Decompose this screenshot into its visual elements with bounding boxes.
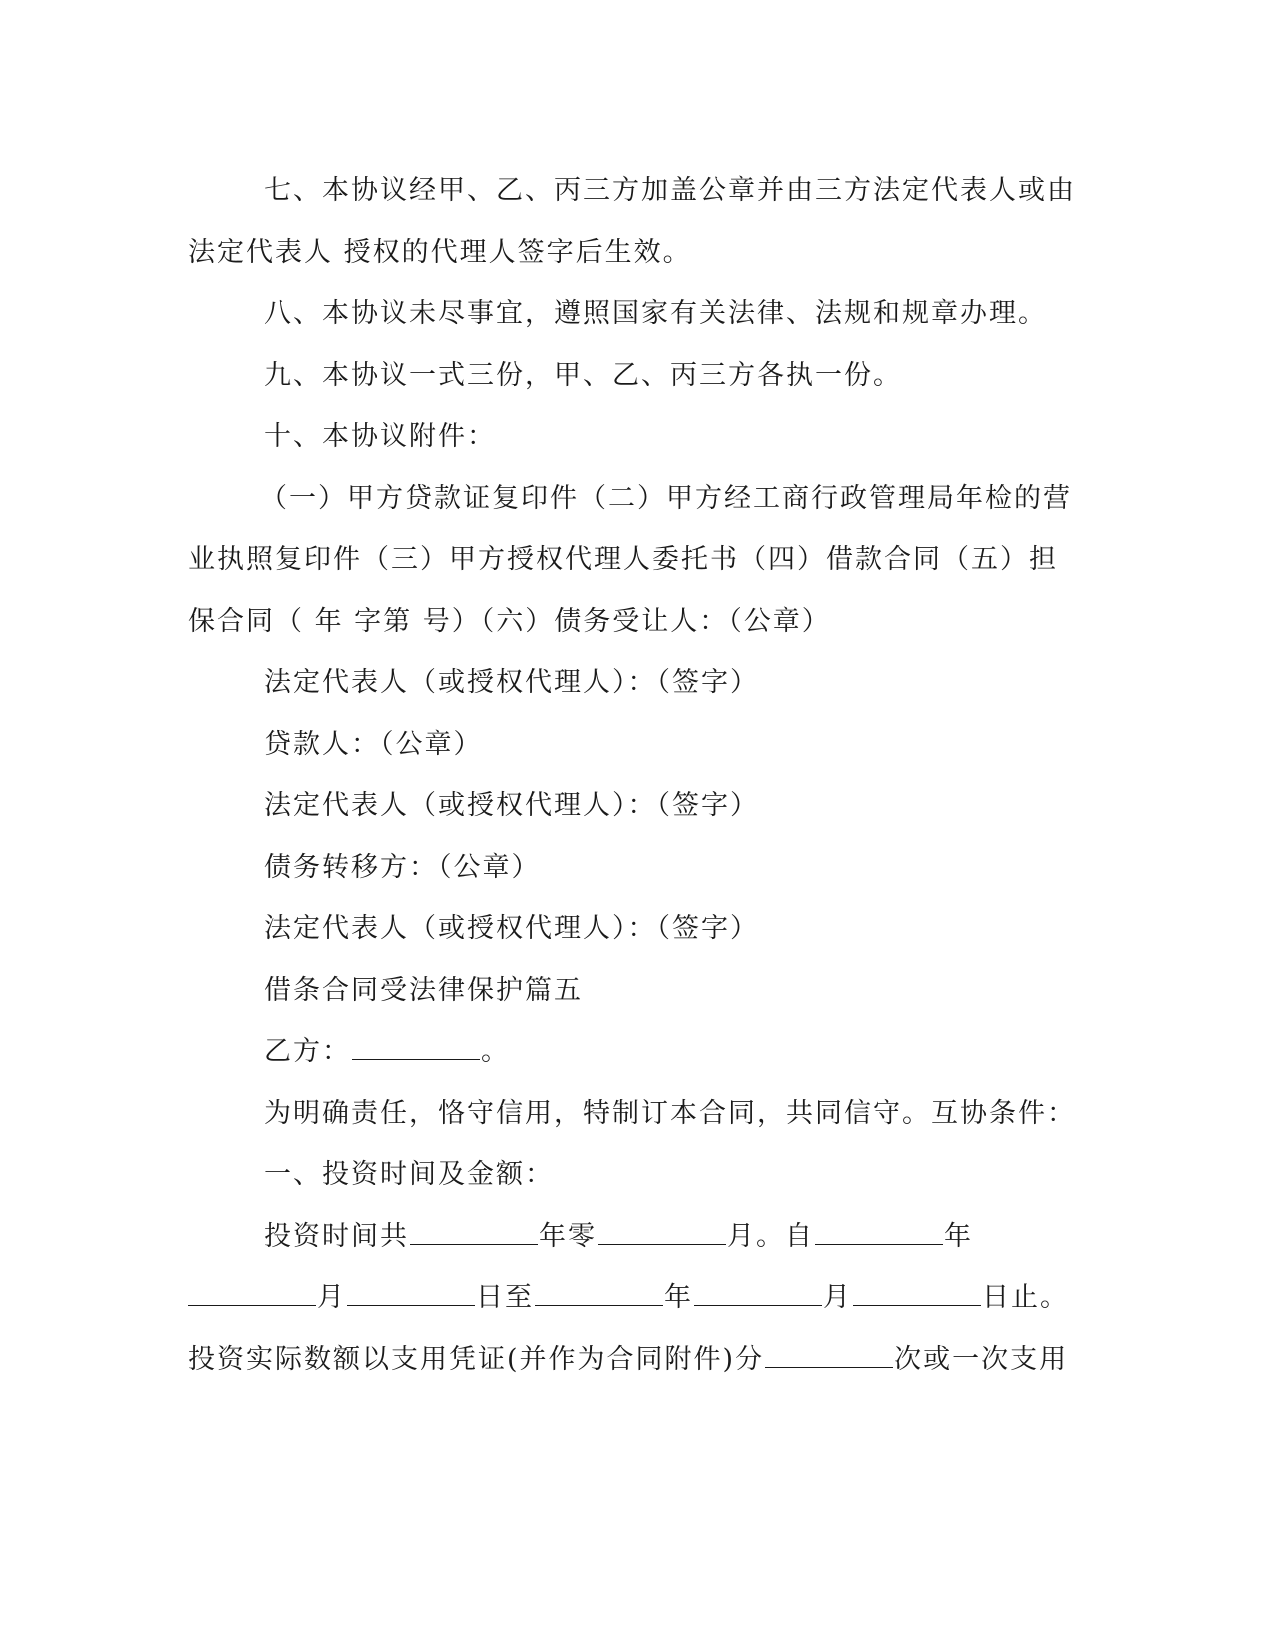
party-b-line bbox=[188, 1021, 1068, 1083]
party-b-blank bbox=[352, 1033, 480, 1060]
start-day-blank bbox=[347, 1279, 475, 1306]
clause-7-line-1: 七、本协议经甲、乙、丙三方加盖公章并由三方法定代表人或由 bbox=[264, 175, 1076, 206]
text-segment: 年 bbox=[944, 1220, 973, 1252]
end-year-blank bbox=[535, 1279, 663, 1306]
section-title: 借条合同受法律保护篇五 bbox=[264, 974, 583, 1006]
years-blank bbox=[410, 1218, 538, 1245]
investment-period-line-2 bbox=[188, 1267, 1068, 1329]
text-segment: 年 bbox=[664, 1282, 693, 1313]
party-b-label: 乙方： bbox=[264, 1036, 351, 1067]
installments-blank bbox=[765, 1341, 893, 1368]
preamble: 为明确责任，恪守信用，特制订本合同，共同信守。互协条件： bbox=[264, 1097, 1076, 1129]
end-month-blank bbox=[694, 1279, 822, 1306]
investment-amount-line bbox=[188, 1329, 1068, 1391]
text-segment: 月 bbox=[317, 1282, 346, 1313]
start-month-blank bbox=[188, 1279, 316, 1306]
clause-9: 九、本协议一式三份，甲、乙、丙三方各执一份。 bbox=[264, 359, 902, 391]
clause-8: 八、本协议未尽事宜，遵照国家有关法律、法规和规章办理。 bbox=[264, 298, 1047, 329]
attachments-line-3: 保合同（ 年 字第 号）（六）债务受让人：（公章） bbox=[188, 605, 831, 637]
investment-period-line-1 bbox=[188, 1206, 1068, 1268]
end-day-blank bbox=[853, 1279, 981, 1306]
clause-10-heading: 十、本协议附件： bbox=[264, 421, 496, 452]
text-segment: 月 bbox=[823, 1282, 852, 1313]
text-segment: 投资时间共 bbox=[264, 1220, 409, 1252]
signature-legal-rep-3: 法定代表人（或授权代理人）：（签字） bbox=[264, 913, 759, 944]
party-b-end: 。 bbox=[481, 1036, 510, 1067]
clause-1-heading: 一、投资时间及金额： bbox=[264, 1159, 554, 1190]
text-segment: 投资实际数额以支用凭证(并作为合同附件)分 bbox=[188, 1343, 765, 1375]
months-blank bbox=[598, 1218, 726, 1245]
text-segment: 次或一次支用 bbox=[894, 1343, 1069, 1375]
document-body bbox=[188, 160, 1076, 1390]
signature-lender: 贷款人：（公章） bbox=[264, 728, 483, 760]
attachments-line-2: 业执照复印件（三）甲方授权代理人委托书（四）借款合同（五）担 bbox=[188, 544, 1058, 575]
start-year-blank bbox=[815, 1218, 943, 1245]
text-segment: 月。自 bbox=[727, 1220, 814, 1252]
signature-legal-rep-1: 法定代表人（或授权代理人）：（签字） bbox=[264, 667, 759, 698]
text-segment: 年零 bbox=[539, 1220, 597, 1252]
clause-7-line-2: 法定代表人 授权的代理人签字后生效。 bbox=[188, 236, 692, 268]
text-segment: 日至 bbox=[476, 1282, 534, 1313]
signature-legal-rep-2: 法定代表人（或授权代理人）：（签字） bbox=[264, 790, 759, 821]
text-segment: 日止。 bbox=[982, 1282, 1069, 1313]
signature-debt-transferor: 债务转移方：（公章） bbox=[264, 851, 541, 883]
attachments-line-1: （一）甲方贷款证复印件（二）甲方经工商行政管理局年检的营 bbox=[260, 482, 1072, 514]
